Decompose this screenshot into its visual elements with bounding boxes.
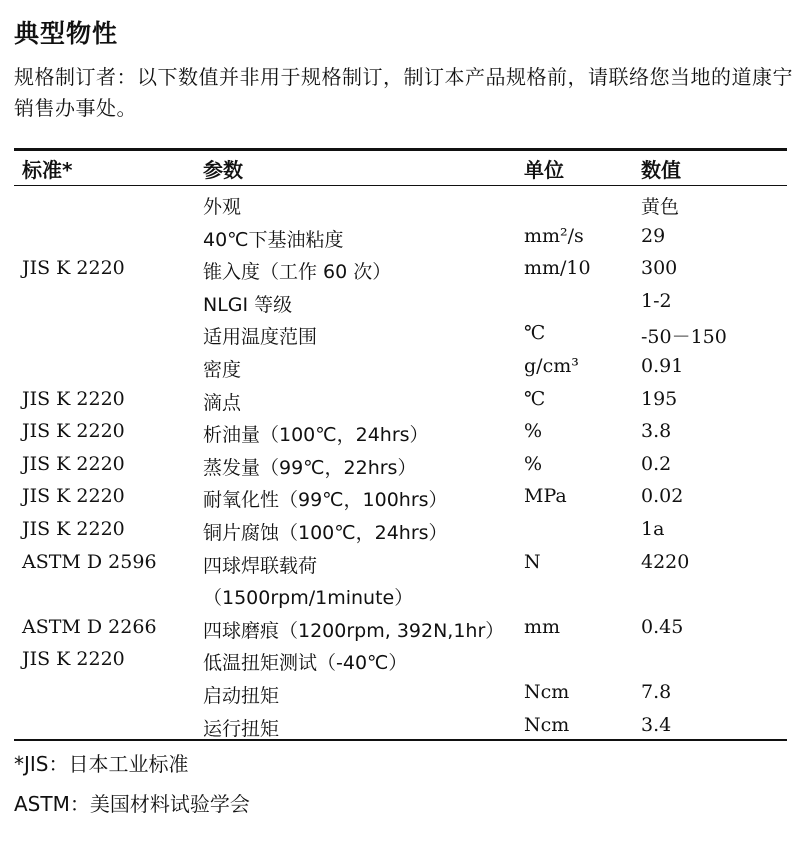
- table-row: [0, 579, 800, 612]
- table-bottom-rule: [14, 739, 787, 741]
- cell-unit: %: [524, 420, 543, 443]
- cell-value: -50－150: [641, 326, 727, 349]
- header-parameter: 参数: [203, 158, 243, 182]
- cell-standard: ASTM D 2596: [22, 550, 157, 573]
- cell-unit: ℃: [524, 387, 546, 410]
- cell-standard: JIS K 2220: [22, 387, 125, 410]
- cell-value: 4220: [641, 550, 690, 573]
- cell-value: 195: [641, 387, 678, 410]
- cell-parameter: 运行扭矩: [203, 717, 280, 740]
- cell-parameter: 析油量（100℃，24hrs）: [203, 424, 429, 447]
- table-row: [0, 514, 800, 547]
- cell-parameter: 密度: [203, 358, 242, 381]
- cell-parameter: 适用温度范围: [203, 326, 318, 349]
- table-row: [0, 253, 800, 286]
- cell-standard: JIS K 2220: [22, 257, 125, 280]
- table-row: [0, 416, 800, 449]
- table-row: [0, 677, 800, 710]
- footnote-astm: ASTM：美国材料试验学会: [14, 792, 250, 816]
- table-header-rule: [14, 185, 787, 186]
- cell-standard: JIS K 2220: [22, 517, 125, 540]
- cell-parameter: 耐氧化性（99℃，100hrs）: [203, 489, 448, 512]
- table-row: [0, 221, 800, 254]
- cell-parameter: 四球焊联载荷: [203, 554, 318, 577]
- table-row: [0, 318, 800, 351]
- cell-standard: ASTM D 2266: [22, 615, 157, 638]
- cell-unit: mm²/s: [524, 224, 584, 247]
- header-value: 数值: [641, 158, 681, 182]
- cell-parameter: 40℃下基油粘度: [203, 228, 344, 251]
- cell-parameter: 滴点: [203, 391, 242, 414]
- cell-unit: Ncm: [524, 680, 570, 703]
- cell-unit: Ncm: [524, 713, 570, 736]
- table-row: [0, 351, 800, 384]
- table-row: [0, 286, 800, 319]
- header-standard: 标准*: [22, 158, 73, 182]
- cell-value: 300: [641, 257, 678, 280]
- cell-parameter: NLGI 等级: [203, 293, 293, 316]
- cell-unit: %: [524, 452, 543, 475]
- cell-parameter: 四球磨痕（1200rpm, 392N,1hr）: [203, 619, 505, 642]
- table-row: [0, 710, 800, 743]
- cell-standard: JIS K 2220: [22, 485, 125, 508]
- cell-value: 3.8: [641, 420, 672, 443]
- cell-value: 黄色: [641, 196, 680, 218]
- section-title: 典型物性: [14, 19, 119, 48]
- cell-unit: mm: [524, 615, 561, 638]
- spec-note: 规格制订者：以下数值并非用于规格制订，制订本产品规格前，请联络您当地的道康宁销售办事处。: [14, 65, 793, 120]
- cell-unit: MPa: [524, 485, 567, 508]
- cell-standard: JIS K 2220: [22, 420, 125, 443]
- properties-table-body: [0, 188, 800, 742]
- cell-unit: N: [524, 550, 541, 573]
- footnote-jis: *JIS：日本工业标准: [14, 752, 189, 776]
- cell-value: 7.8: [641, 680, 672, 703]
- cell-unit: mm/10: [524, 257, 591, 280]
- cell-parameter: 启动扭矩: [203, 684, 280, 707]
- table-row: [0, 644, 800, 677]
- cell-value: 1-2: [641, 289, 672, 312]
- cell-value: 29: [641, 224, 666, 247]
- cell-unit: ℃: [524, 322, 546, 345]
- cell-parameter: 外观: [203, 196, 242, 218]
- table-row: [0, 384, 800, 417]
- cell-value: 0.2: [641, 452, 672, 475]
- cell-standard: JIS K 2220: [22, 452, 125, 475]
- cell-standard: JIS K 2220: [22, 648, 125, 671]
- cell-parameter: 锥入度（工作 60 次）: [203, 261, 392, 284]
- table-row: [0, 188, 800, 221]
- cell-value: 0.91: [641, 354, 684, 377]
- table-top-rule: [14, 148, 787, 151]
- table-row: [0, 481, 800, 514]
- cell-parameter: 铜片腐蚀（100℃，24hrs）: [203, 521, 448, 544]
- cell-parameter: 蒸发量（99℃，22hrs）: [203, 456, 417, 479]
- table-row: [0, 612, 800, 645]
- cell-unit: g/cm³: [524, 354, 579, 377]
- cell-value: 0.02: [641, 485, 684, 508]
- cell-parameter: （1500rpm/1minute）: [203, 587, 414, 610]
- cell-value: 0.45: [641, 615, 684, 638]
- cell-value: 3.4: [641, 713, 672, 736]
- table-row: [0, 449, 800, 482]
- cell-value: 1a: [641, 517, 665, 540]
- cell-parameter: 低温扭矩测试（-40℃）: [203, 652, 408, 675]
- table-row: [0, 547, 800, 580]
- header-unit: 单位: [524, 158, 564, 182]
